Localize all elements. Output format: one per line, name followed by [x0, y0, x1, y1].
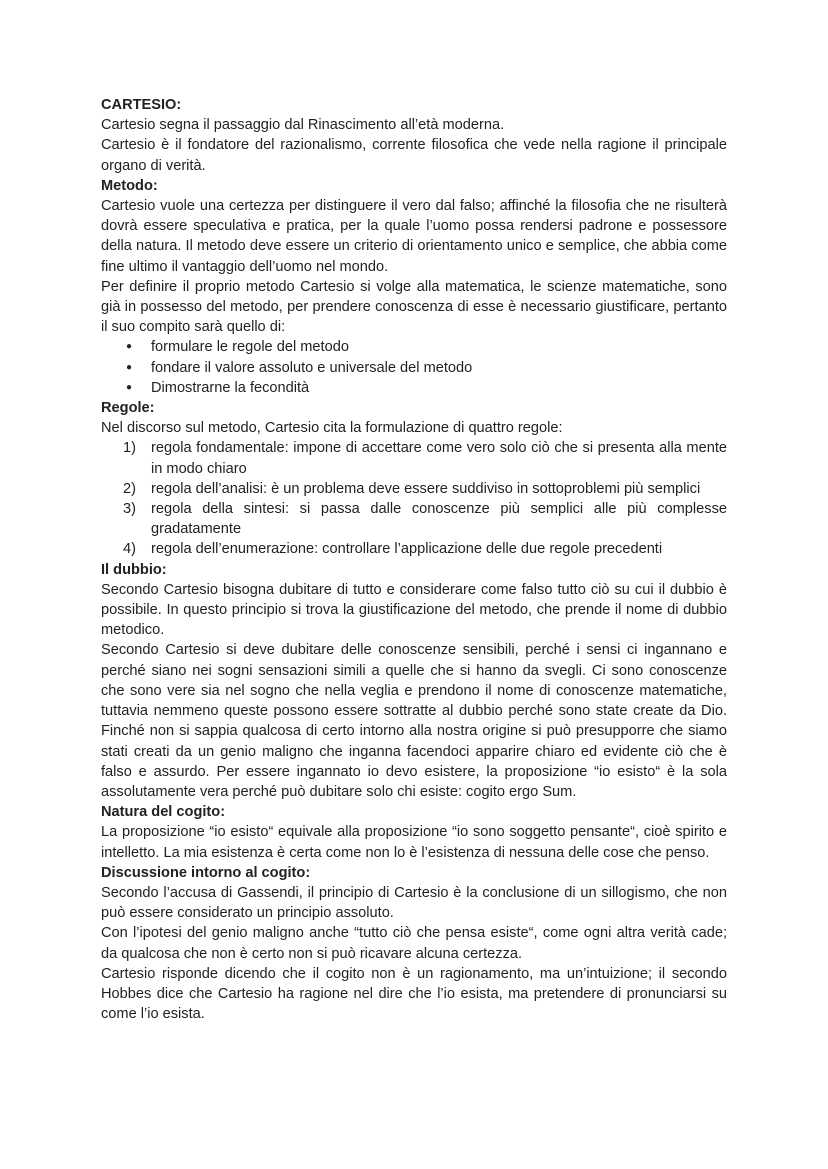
- regole-numbered-list: [101, 438, 727, 559]
- metodo-paragraph: Cartesio vuole una certezza per distinguere il vero dal falso; affinché la filosofia che ne risulterà dovrà essere speculativa e pratica, per la quale l’uomo possa rendersi padrone e possessore della natura. Il metodo deve essere un criterio di orientamento unico e semplice, che abbia come fine ultimo il vantaggio dell’uomo nel mondo.: [101, 198, 727, 275]
- bullet-item: ● formulare le regole del metodo: [101, 337, 727, 357]
- bullet-item: ● Dimostrarne la fecondità: [101, 378, 727, 398]
- rule-text: regola fondamentale: impone di accettare come vero solo ciò che si presenta alla mente in modo chiaro: [151, 440, 727, 477]
- document-title: CARTESIO:: [101, 97, 182, 113]
- rule-text: regola dell’enumerazione: controllare l’applicazione delle due regole precedenti: [151, 541, 663, 558]
- regole-intro: Nel discorso sul metodo, Cartesio cita la formulazione di quattro regole:: [101, 420, 563, 437]
- rule-number: 3): [123, 501, 136, 518]
- rule-item: [101, 539, 727, 559]
- rule-text: regola dell’analisi: è un problema deve essere suddiviso in sottoproblemi più semplici: [151, 480, 701, 497]
- dubbio-paragraph: Secondo Cartesio bisogna dubitare di tutto e considerare come falso tutto ciò su cui il dubbio è possibile. In questo principio si trova la giustificazione del metodo, che prende il nome di dubbio metodico.: [101, 581, 727, 639]
- rule-item: [101, 438, 727, 478]
- rule-item: [101, 499, 727, 539]
- rule-text: regola della sintesi: si passa dalle conoscenze più semplici alle più complesse gradatamente: [151, 501, 727, 538]
- intro-paragraph: Cartesio è il fondatore del razionalismo, corrente filosofica che vede nella ragione il principale organo di verità.: [101, 137, 727, 174]
- section-heading-natura: Natura del cogito:: [101, 804, 226, 821]
- discussione-paragraph: Con l’ipotesi del genio maligno anche “tutto ciò che pensa esiste“, come ogni altra verità cade; da qualcosa che non è certo non si può ricavare alcuna certezza.: [101, 925, 727, 962]
- metodo-paragraph: Per definire il proprio metodo Cartesio si volge alla matematica, le scienze matematiche, sono già in possesso del metodo, per prendere conoscenza di esse è necessario giustificare, pertanto il suo compito sarà quello di:: [101, 278, 727, 336]
- section-heading-regole: Regole:: [101, 400, 155, 417]
- dubbio-paragraph: Secondo Cartesio si deve dubitare delle conoscenze sensibili, perché i sensi ci ingannano e perché siano nei sogni sensazioni simili a quelle che si hanno da svegli. Ci sono conoscenze che sono vere sia nel sogno che nella veglia e prendono il nome di conoscenze matematiche, tuttavia nemmeno queste possono essere sottratte al dubbio perché sono state create da Dio. Finché non si sappia qualcosa di certo intorno alla nostra origine si può presupporre che siamo stati creati da un genio maligno che inganna facendoci apparire chiaro ed evidente ciò che è falso e assurdo. Per essere ingannato io devo esistere, la proposizione “io esisto“ è la sola assolutamente vera perché può dubitare solo chi esiste: cogito ergo Sum.: [101, 642, 727, 800]
- section-heading-discussione: Discussione intorno al cogito:: [101, 864, 311, 881]
- rule-number: 2): [123, 480, 136, 497]
- discussione-paragraph: Secondo l’accusa di Gassendi, il principio di Cartesio è la conclusione di un sillogismo, che non può essere considerato un principio assoluto.: [101, 884, 727, 922]
- document-page: [101, 95, 727, 1024]
- intro-paragraph: Cartesio segna il passaggio dal Rinascimento all’età moderna.: [101, 117, 505, 134]
- metodo-bullet-list: [101, 337, 727, 398]
- rule-number: 1): [123, 440, 136, 457]
- rule-number: 4): [123, 541, 136, 558]
- section-heading-dubbio: Il dubbio:: [101, 561, 167, 578]
- bullet-item: ● fondare il valore assoluto e universale del metodo: [101, 358, 727, 378]
- natura-paragraph: La proposizione “io esisto“ equivale alla proposizione “io sono soggetto pensante“, cioè spirito e intelletto. La mia esistenza è certa come non lo è l’esistenza di nessuna delle cose che penso.: [101, 824, 727, 861]
- discussione-paragraph: Cartesio risponde dicendo che il cogito non è un ragionamento, ma un’intuizione; il secondo Hobbes dice che Cartesio ha ragione nel dire che l’io esista, ma pretendere di pronunciarsi su come l’io esista.: [101, 965, 727, 1023]
- section-heading-metodo: Metodo:: [101, 177, 158, 194]
- rule-item: [101, 479, 727, 499]
